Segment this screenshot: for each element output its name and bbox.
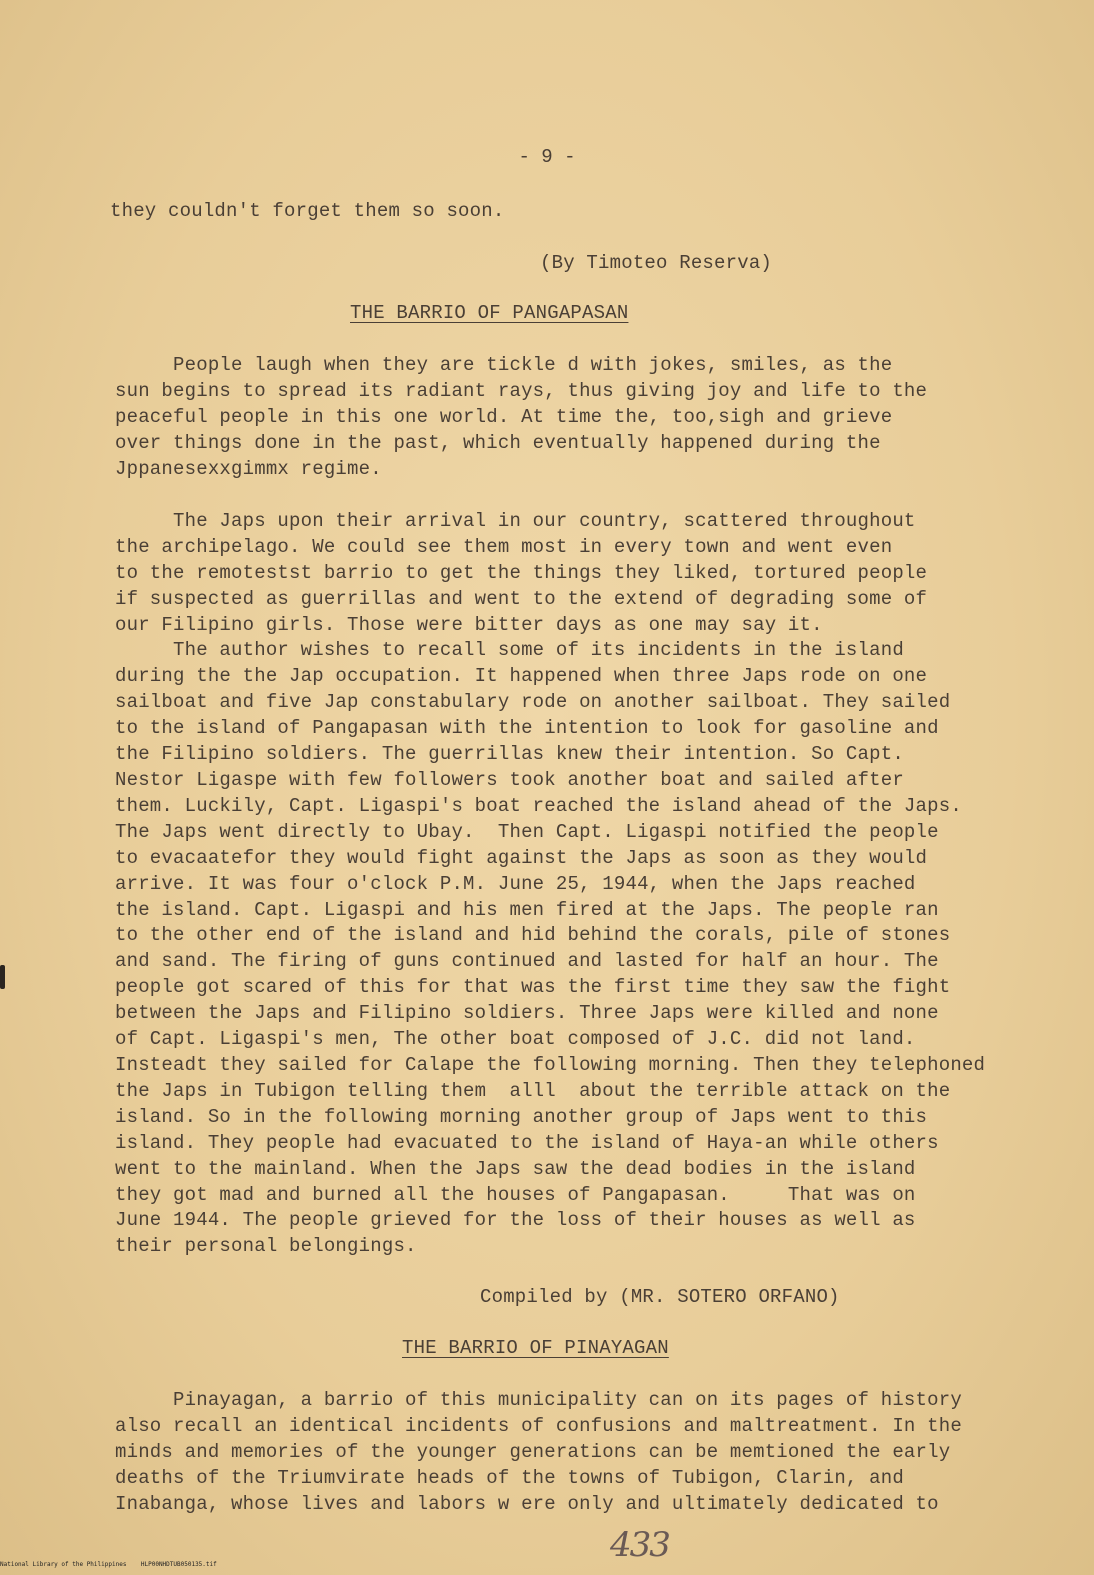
text-line: Insteadt they sailed for Calape the following morning. Then they telephoned — [115, 1054, 986, 1076]
footer-caption: National Library of the Philippines HLP00NHDTUB050135.tif — [0, 1561, 217, 1568]
text-line: sailboat and five Jap constabulary rode on another sailboat. They sailed — [115, 691, 951, 713]
text-line: The Japs upon their arrival in our country, scattered throughout — [115, 510, 916, 532]
text-line: June 1944. The people grieved for the loss of their houses as well as — [115, 1209, 916, 1231]
text-line: the archipelago. We could see them most in every town and went even — [115, 536, 893, 558]
text-line: island. They people had evacuated to the island of Haya-an while others — [115, 1132, 939, 1154]
handwritten-page-number: 433 — [610, 1525, 669, 1565]
text-line: The author wishes to recall some of its incidents in the island — [115, 639, 904, 661]
text-line: sun begins to spread its radiant rays, thus giving joy and life to the — [115, 380, 928, 402]
author-credit: (By Timoteo Reserva) — [540, 252, 773, 274]
text-line: they got mad and burned all the houses of Pangapasan. That was on — [115, 1184, 916, 1206]
text-line: to evacaatefor they would fight against the Japs as soon as they would — [115, 847, 928, 869]
text-line: minds and memories of the younger generations can be memtioned the early — [115, 1441, 951, 1463]
text-line: the island. Capt. Ligaspi and his men fired at the Japs. The people ran — [115, 899, 939, 921]
text-line: deaths of the Triumvirate heads of the towns of Tubigon, Clarin, and — [115, 1467, 904, 1489]
section2-title: THE BARRIO OF PINAYAGAN — [402, 1337, 669, 1359]
text-line: The Japs went directly to Ubay. Then Capt. Ligaspi notified the people — [115, 821, 939, 843]
text-line: over things done in the past, which eventually happened during the — [115, 432, 881, 454]
text-line: during the the Jap occupation. It happened when three Japs rode on one — [115, 665, 928, 687]
text-line: between the Japs and Filipino soldiers. Three Japs were killed and none — [115, 1002, 939, 1024]
text-line: Inabanga, whose lives and labors w ere only and ultimately dedicated to — [115, 1493, 939, 1515]
text-line: Jppanesexxgimmx regime. — [115, 458, 382, 480]
text-line: People laugh when they are tickle d with jokes, smiles, as the — [115, 354, 893, 376]
text-line: our Filipino girls. Those were bitter days as one may say it. — [115, 614, 823, 636]
intro-line: they couldn't forget them so soon. — [110, 200, 505, 222]
text-line: to the other end of the island and hid behind the corals, pile of stones — [115, 924, 951, 946]
text-line: to the island of Pangapasan with the intention to look for gasoline and — [115, 717, 939, 739]
text-line: Pinayagan, a barrio of this municipality can on its pages of history — [115, 1389, 962, 1411]
text-line: and sand. The firing of guns continued and lasted for half an hour. The — [115, 950, 939, 972]
text-line: went to the mainland. When the Japs saw the dead bodies in the island — [115, 1158, 916, 1180]
text-line: their personal belongings. — [115, 1235, 417, 1257]
text-line: if suspected as guerrillas and went to the extend of degrading some of — [115, 588, 928, 610]
text-line: of Capt. Ligaspi's men, The other boat composed of J.C. did not land. — [115, 1028, 916, 1050]
binding-mark — [0, 965, 5, 989]
text-line: them. Luckily, Capt. Ligaspi's boat reached the island ahead of the Japs. — [115, 795, 962, 817]
text-line: the Filipino soldiers. The guerrillas knew their intention. So Capt. — [115, 743, 904, 765]
section1-title: THE BARRIO OF PANGAPASAN — [350, 302, 629, 324]
compiled-by: Compiled by (MR. SOTERO ORFANO) — [480, 1286, 840, 1308]
text-line: people got scared of this for that was the first time they saw the fight — [115, 976, 951, 998]
text-line: to the remotestst barrio to get the things they liked, tortured people — [115, 562, 928, 584]
text-line: Nestor Ligaspe with few followers took another boat and sailed after — [115, 769, 904, 791]
text-line: island. So in the following morning another group of Japs went to this — [115, 1106, 928, 1128]
text-line: arrive. It was four o'clock P.M. June 25, 1944, when the Japs reached — [115, 873, 916, 895]
page-number: - 9 - — [518, 146, 576, 168]
text-line: also recall an identical incidents of confusions and maltreatment. In the — [115, 1415, 962, 1437]
text-line: the Japs in Tubigon telling them alll about the terrible attack on the — [115, 1080, 951, 1102]
text-line: peaceful people in this one world. At time the, too,sigh and grieve — [115, 406, 893, 428]
